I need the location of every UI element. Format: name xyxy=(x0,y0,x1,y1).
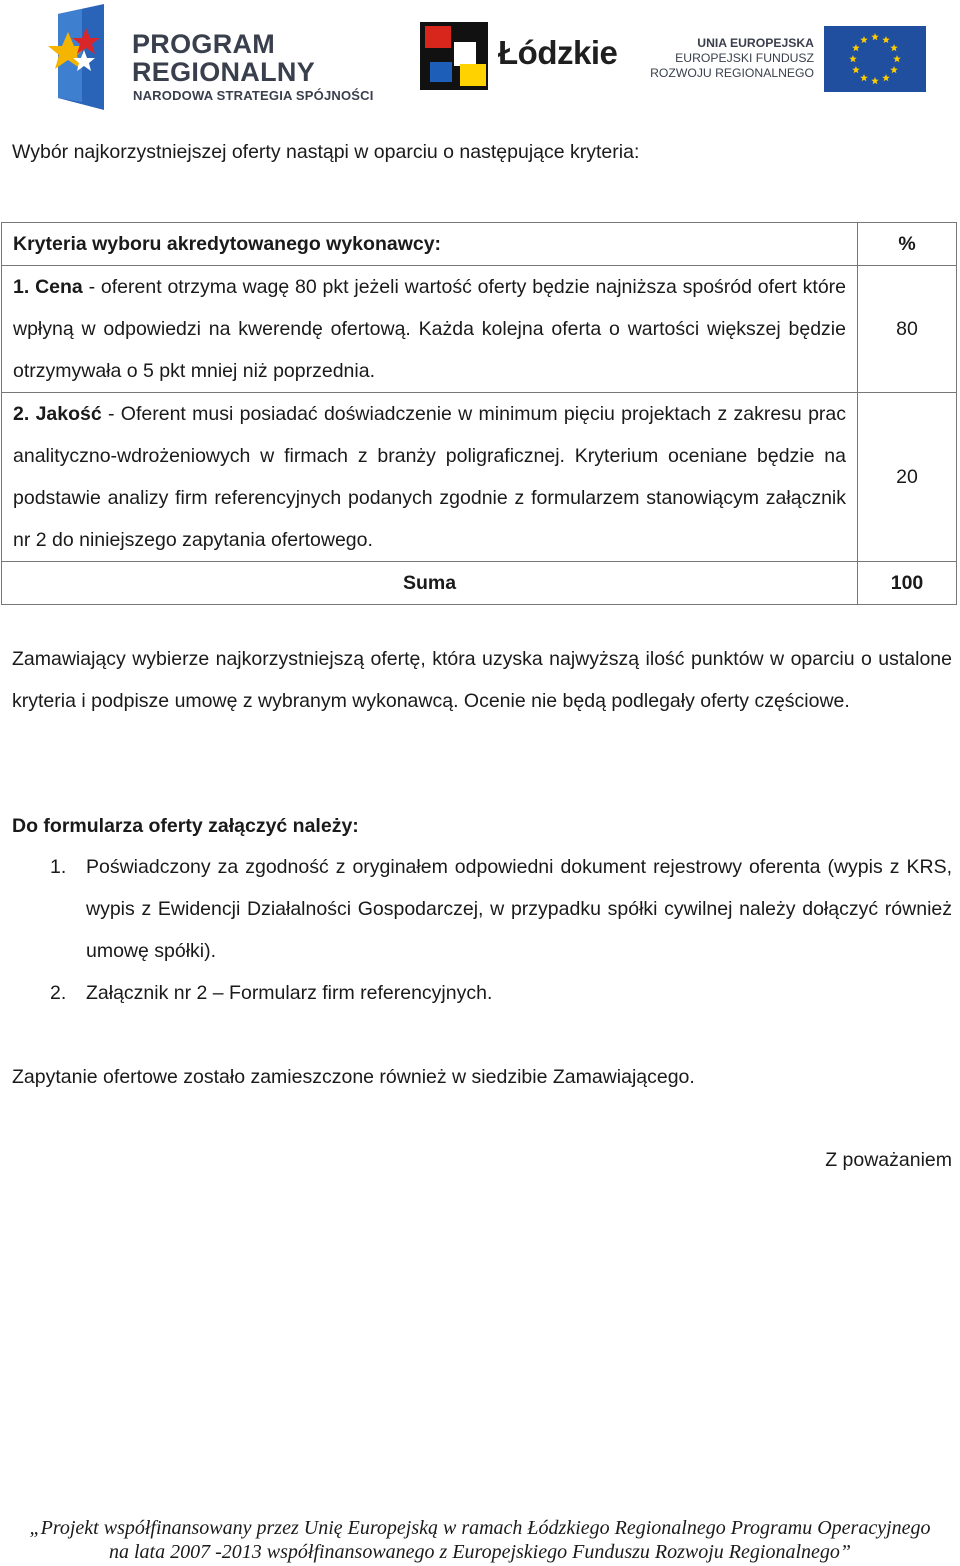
criteria-price-name: Cena xyxy=(35,276,83,298)
eu-fund-logo xyxy=(650,26,932,92)
program-regionalny-logo xyxy=(38,2,378,112)
criteria-price-weight: 80 xyxy=(858,266,957,393)
eu-logo-line1: UNIA EUROPEJSKA xyxy=(697,36,814,50)
criteria-price-number: 1. xyxy=(13,276,30,298)
attachment-text-1: Poświadczony za zgodność z oryginałem odpowiedni dokument rejestrowy oferenta (wypis z KRS, wypis z Ewidencji Działalności Gospodarczej, w przypadku spółki cywilnej należy dołączyć również umowę spółki). xyxy=(86,856,952,962)
list-item xyxy=(12,972,952,1014)
criteria-row-price xyxy=(2,266,957,393)
criteria-total-label: Suma xyxy=(2,562,858,605)
eu-flag-icon xyxy=(824,26,926,92)
program-regionalny-emblem-icon xyxy=(38,2,110,112)
attachment-number-2: 2. xyxy=(50,982,67,1004)
lodzkie-logo xyxy=(420,20,620,92)
criteria-row-quality xyxy=(2,393,957,562)
criteria-header-label: Kryteria wyboru akredytowanego wykonawcy: xyxy=(2,223,858,266)
criteria-quality-number: 2. xyxy=(13,403,30,425)
attachment-text-2: Załącznik nr 2 – Formularz firm referencyjnych. xyxy=(86,982,493,1004)
attachments-list xyxy=(12,846,952,1014)
selection-paragraph: Zamawiający wybierze najkorzystniejszą ofertę, która uzyska najwyższą ilość punktów w oparciu o ustalone kryteria i podpisze umowę z wybranym wykonawcą. Ocenie nie będą podlegały oferty częściowe. xyxy=(12,648,952,712)
criteria-quality-name: Jakość xyxy=(35,403,102,425)
list-item xyxy=(12,846,952,972)
closing-text: Z poważaniem xyxy=(825,1149,952,1171)
eu-logo-line3: ROZWOJU REGIONALNEGO xyxy=(650,66,814,80)
criteria-intro: Wybór najkorzystniejszej oferty nastąpi w oparciu o następujące kryteria: xyxy=(12,141,640,163)
program-logo-subtitle: NARODOWA STRATEGIA SPÓJNOŚCI xyxy=(133,88,374,103)
lodzkie-emblem-icon xyxy=(420,20,490,92)
criteria-quality-cell xyxy=(2,393,858,562)
attachment-number-1: 1. xyxy=(50,856,67,878)
eu-logo-line2: EUROPEJSKI FUNDUSZ xyxy=(675,51,814,65)
criteria-quality-weight: 20 xyxy=(858,393,957,562)
criteria-price-text: - oferent otrzyma wagę 80 pkt jeżeli wartość oferty będzie najniższa spośród ofert które wpłyną w odpowiedzi na kwerendę ofertową. Każda kolejna oferta o wartości większej będzie otrzymywała o 5 pkt mniej niż poprzednia. xyxy=(13,276,847,382)
criteria-table xyxy=(1,222,957,605)
program-logo-line2: REGIONALNY xyxy=(132,57,316,87)
criteria-header-row xyxy=(2,223,957,266)
criteria-price-cell xyxy=(2,266,858,393)
footer-line1: „Projekt współfinansowany przez Unię Europejską w ramach Łódzkiego Regionalnego Programu Operacyjnego xyxy=(29,1517,931,1539)
criteria-total-row xyxy=(2,562,957,605)
lodzkie-logo-text: Łódzkie xyxy=(498,34,618,71)
program-logo-line1: PROGRAM xyxy=(132,29,276,59)
footer xyxy=(0,1516,960,1564)
criteria-total-value: 100 xyxy=(858,562,957,605)
attachments-heading: Do formularza oferty załączyć należy: xyxy=(12,815,359,837)
criteria-header-unit: % xyxy=(858,223,957,266)
footer-line2: na lata 2007 -2013 współfinansowanego z Europejskiego Funduszu Rozwoju Regionalnego” xyxy=(108,1541,852,1563)
notice-text: Zapytanie ofertowe zostało zamieszczone również w siedzibie Zamawiającego. xyxy=(12,1066,695,1088)
criteria-quality-text: - Oferent musi posiadać doświadczenie w minimum pięciu projektach z zakresu prac analityczno-wdrożeniowych w firmach z branży poligraficznej. Kryterium oceniane będzie na podstawie analizy firm referencyjnych podanych zgodnie z formularzem stanowiącym załącznik nr 2 do niniejszego zapytania ofertowego. xyxy=(13,403,847,551)
